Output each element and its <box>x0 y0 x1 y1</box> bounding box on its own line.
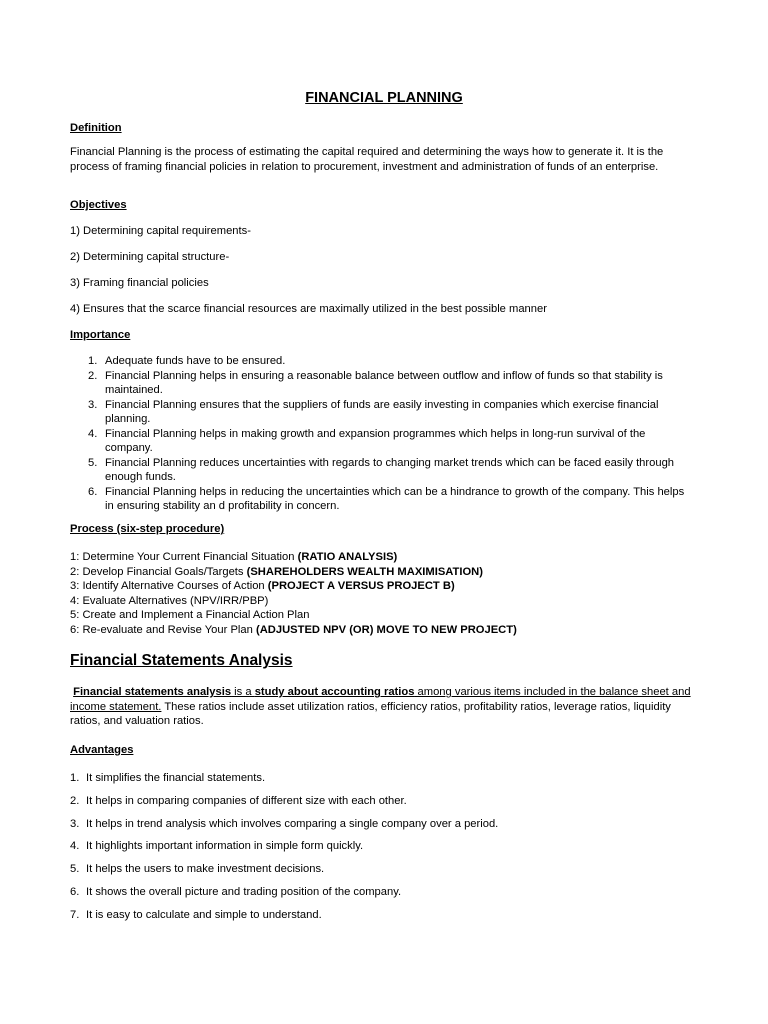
step-text: 3: Identify Alternative Courses of Action <box>70 580 268 592</box>
step-text: 1: Determine Your Current Financial Situation <box>70 551 298 563</box>
process-step <box>70 565 700 580</box>
fsa-intro-underlined: among various items included in the balance sheet and income statement. <box>70 686 691 713</box>
fsa-intro-link: is a <box>231 686 255 698</box>
fsa-term-ratios: study about accounting ratios <box>254 686 415 698</box>
list-item <box>70 794 695 809</box>
objective-item: 2) Determining capital structure- <box>70 251 230 263</box>
list-number: 2. <box>70 794 80 807</box>
list-item <box>70 354 695 369</box>
list-item <box>70 398 695 427</box>
step-note: (PROJECT A VERSUS PROJECT B) <box>267 580 455 592</box>
list-number: 3. <box>88 398 98 411</box>
importance-heading: Importance <box>70 329 131 341</box>
list-item-text: It helps in comparing companies of different size with each other. <box>86 794 407 807</box>
list-item-text: Financial Planning helps in reducing the uncertainties which can be a hindrance to growth of the company. This helps in ensuring stability an d profitability in concern. <box>105 485 685 512</box>
list-item-text: Financial Planning ensures that the suppliers of funds are easily investing in companies which exercise financial planning. <box>105 398 659 425</box>
importance-list <box>70 354 695 514</box>
list-item-text: Financial Planning reduces uncertainties with regards to changing market trends which can be faced easily through enough funds. <box>105 456 675 483</box>
objective-item: 4) Ensures that the scarce financial resources are maximally utilized in the best possible manner <box>70 303 547 315</box>
objective-item: 3) Framing financial policies <box>70 277 209 289</box>
step-text: 4: Evaluate Alternatives (NPV/IRR/PBP) <box>70 594 269 607</box>
process-step <box>70 623 700 638</box>
list-item-text: It highlights important information in simple form quickly. <box>86 840 364 853</box>
definition-text: Financial Planning is the process of estimating the capital required and determining the ways how to generate it. It is the process of framing financial policies in relation to procurement, investment and administration of funds of an enterprise. <box>70 146 664 173</box>
list-item <box>70 427 695 456</box>
list-number: 3. <box>70 817 80 830</box>
list-number: 5. <box>88 456 98 469</box>
fsa-intro <box>70 685 700 729</box>
definition-heading: Definition <box>70 122 122 134</box>
list-number: 1. <box>88 355 98 367</box>
section-heading-fsa: Financial Statements Analysis <box>70 652 293 669</box>
fsa-intro-rest: These ratios include asset utilization ratios, efficiency ratios, profitability ratios, leverage ratios, liquidity ratios, and valuation ratios. <box>70 700 671 727</box>
list-item <box>70 456 695 485</box>
list-number: 1. <box>70 772 80 784</box>
page-title: FINANCIAL PLANNING <box>305 90 463 106</box>
step-text: 5: Create and Implement a Financial Action Plan <box>70 609 310 621</box>
list-number: 7. <box>70 908 80 921</box>
step-text: 2: Develop Financial Goals/Targets <box>70 565 247 578</box>
list-item <box>70 862 695 877</box>
list-item-text: It helps the users to make investment decisions. <box>86 863 325 876</box>
process-step <box>70 608 700 623</box>
process-steps <box>70 550 700 637</box>
process-step <box>70 579 700 594</box>
list-item <box>70 771 695 786</box>
list-number: 4. <box>70 840 80 853</box>
fsa-term: Financial statements analysis <box>73 686 232 698</box>
list-item <box>70 908 695 923</box>
list-item-text: It helps in trend analysis which involves comparing a single company over a period. <box>86 817 499 830</box>
list-item <box>70 839 695 854</box>
list-item-text: It simplifies the financial statements. <box>86 772 266 784</box>
list-item <box>70 885 695 900</box>
step-text: 6: Re-evaluate and Revise Your Plan <box>70 623 256 636</box>
list-item <box>70 817 695 832</box>
advantages-heading: Advantages <box>70 744 134 756</box>
list-item <box>70 369 695 398</box>
list-item-text: It shows the overall picture and trading position of the company. <box>86 885 402 898</box>
process-step <box>70 594 700 609</box>
list-number: 2. <box>88 369 98 382</box>
list-number: 4. <box>88 427 98 440</box>
objective-item: 1) Determining capital requirements- <box>70 225 251 237</box>
list-number: 6. <box>88 485 98 498</box>
list-item <box>70 485 695 514</box>
objectives-heading: Objectives <box>70 199 127 211</box>
step-note: (SHAREHOLDERS WEALTH MAXIMISATION) <box>246 565 483 578</box>
list-item-text: Financial Planning helps in ensuring a reasonable balance between outflow and inflow of funds so that stability is maintained. <box>105 369 663 396</box>
list-item-text: Adequate funds have to be ensured. <box>105 355 286 367</box>
list-number: 5. <box>70 863 80 876</box>
step-note: (ADJUSTED NPV (OR) MOVE TO NEW PROJECT) <box>255 623 517 636</box>
list-item-text: Financial Planning helps in making growth and expansion programmes which helps in long-run survival of the company. <box>105 427 646 454</box>
step-note: (RATIO ANALYSIS) <box>297 551 398 563</box>
process-heading: Process (six-step procedure) <box>70 523 225 535</box>
list-item-text: It is easy to calculate and simple to understand. <box>86 908 322 921</box>
process-step <box>70 550 700 565</box>
list-number: 6. <box>70 885 80 898</box>
advantages-list <box>70 771 695 931</box>
